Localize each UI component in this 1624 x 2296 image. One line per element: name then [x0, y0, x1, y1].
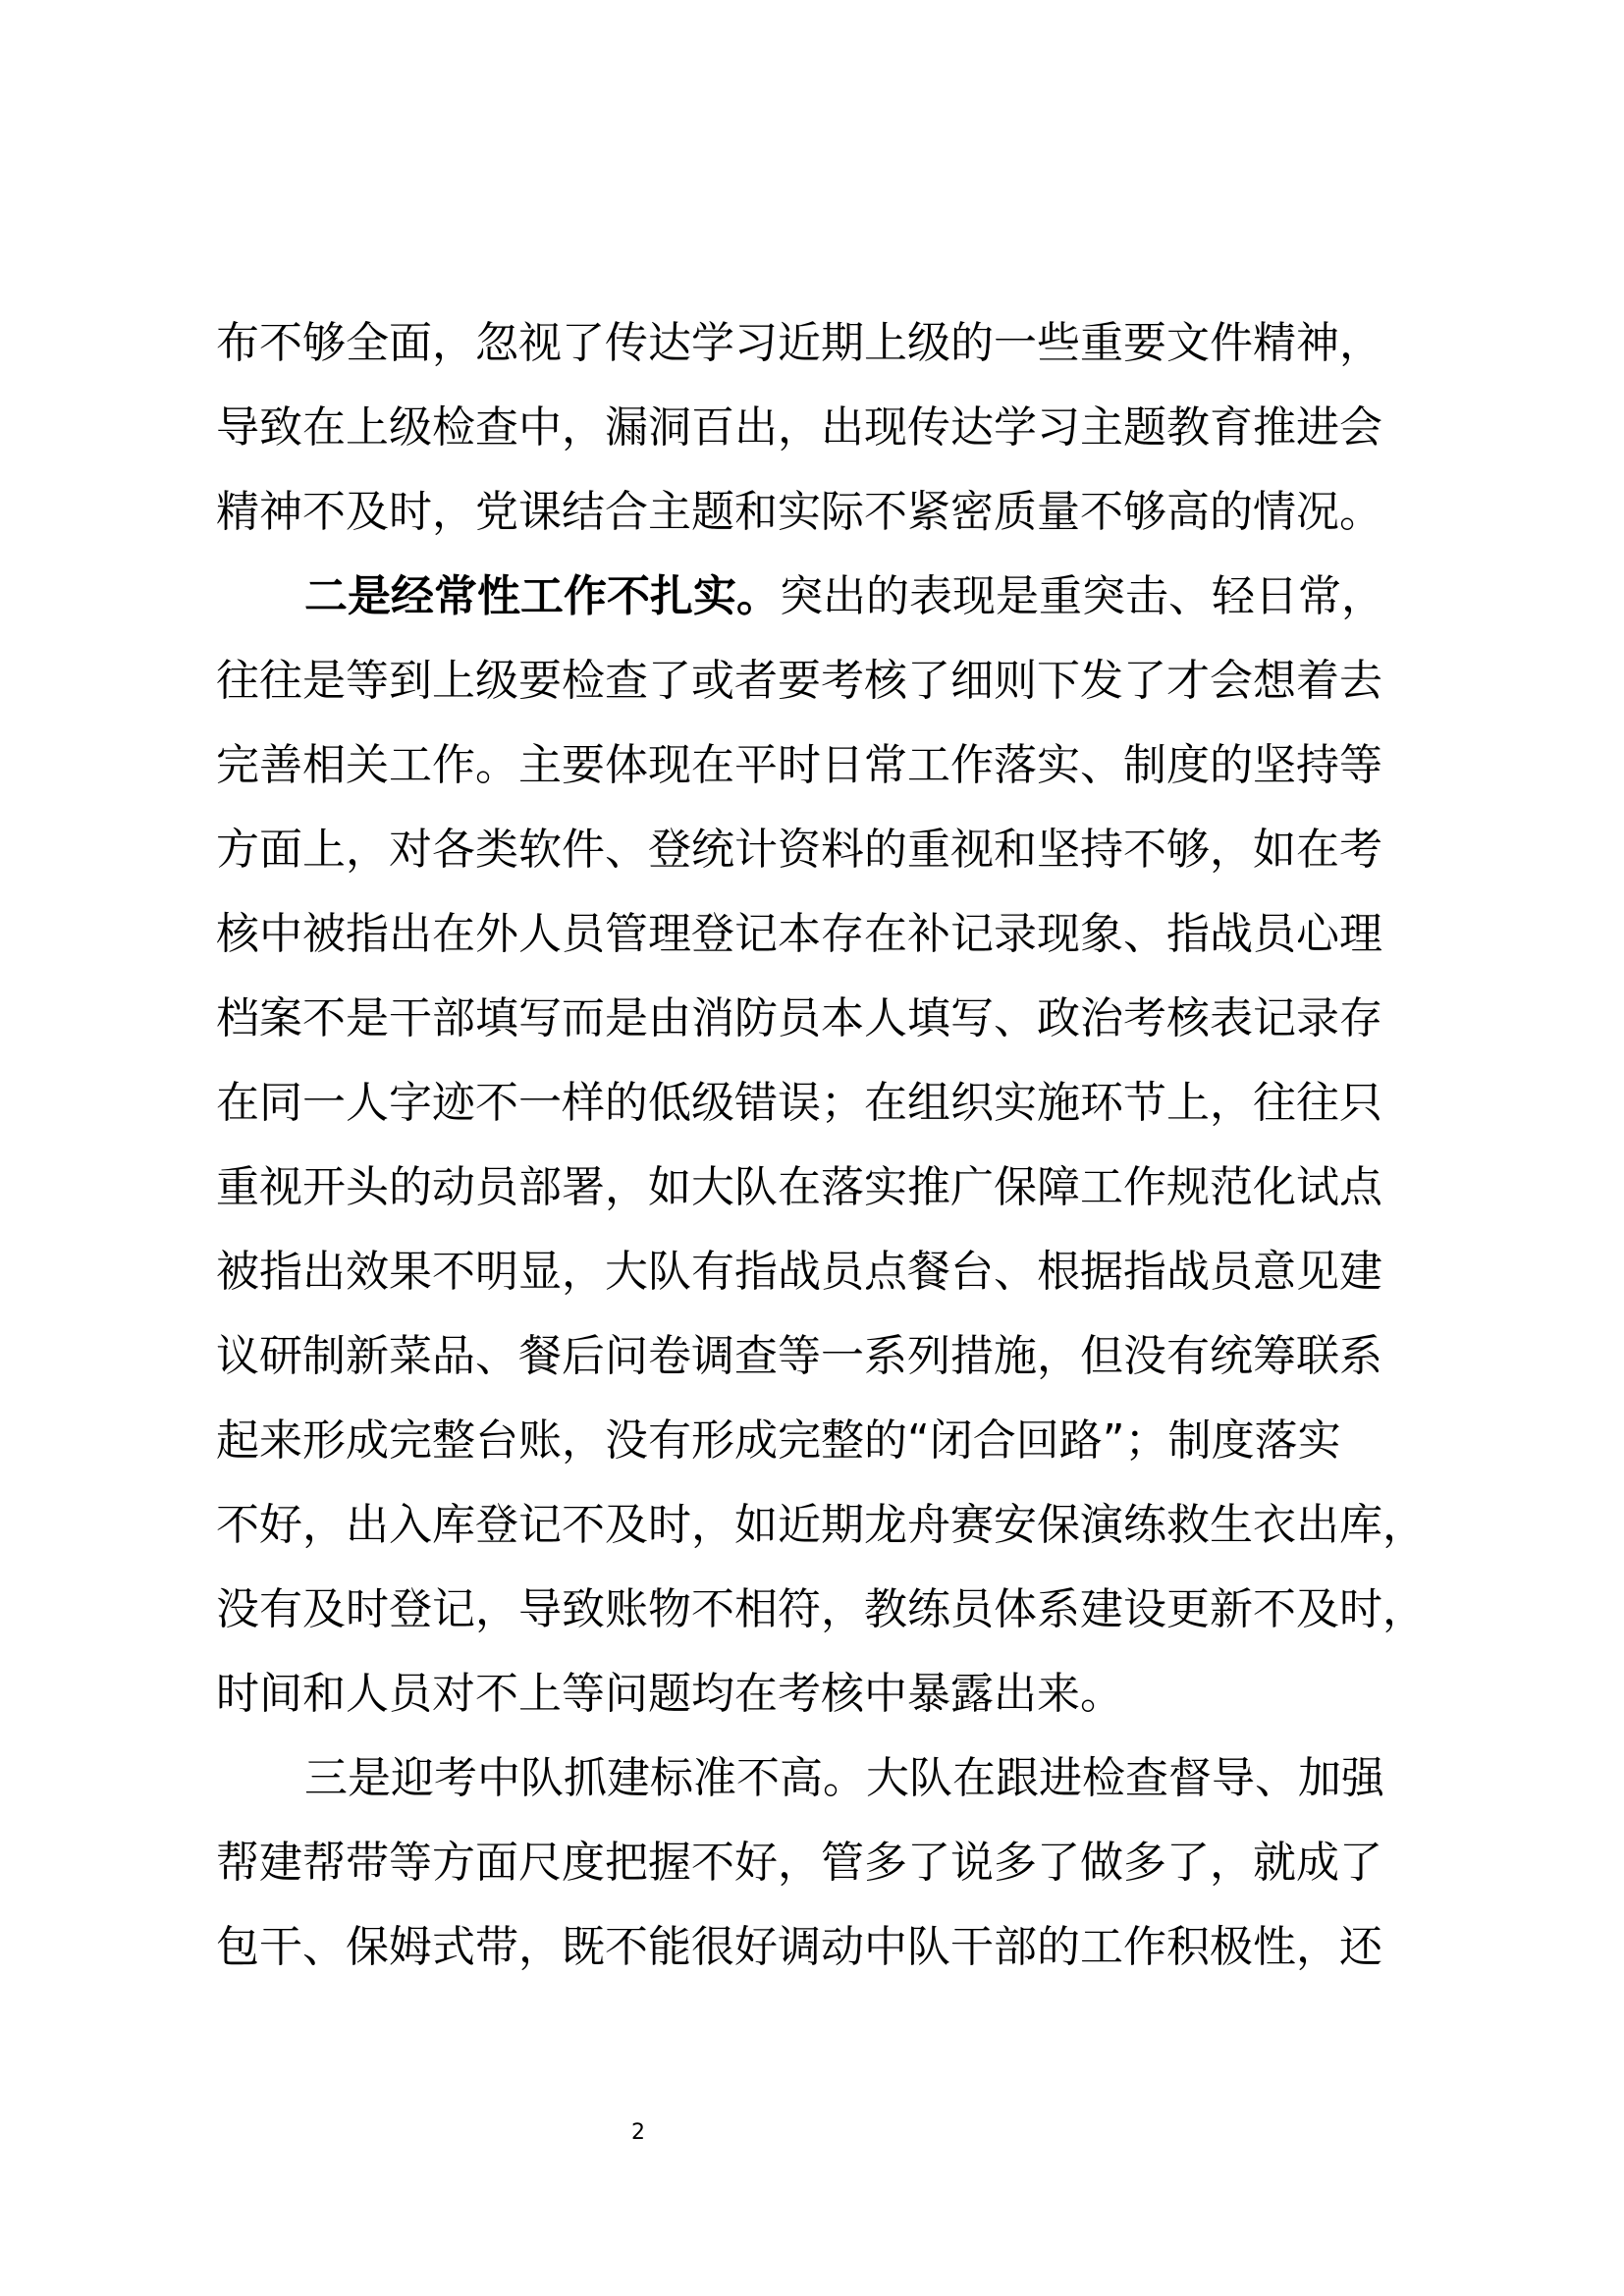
text-line: 时间和人员对不上等问题均在考核中暴露出来。	[216, 1669, 1123, 1719]
text-line: 导致在上级检查中，漏洞百出，出现传达学习主题教育推进会	[216, 402, 1382, 453]
text-line: 帮建帮带等方面尺度把握不好，管多了说多了做多了，就成了	[216, 1838, 1382, 1888]
text-line: 被指出效果不明显，大队有指战员点餐台、根据指战员意见建	[216, 1247, 1382, 1297]
text-line: 重视开头的动员部署，如大队在落实推广保障工作规范化试点	[216, 1162, 1382, 1212]
text-line: 包干、保姆式带，既不能很好调动中队干部的工作积极性，还	[216, 1922, 1382, 1972]
text-line: 完善相关工作。主要体现在平时日常工作落实、制度的坚持等	[216, 740, 1382, 790]
text-line: 起来形成完整台账，没有形成完整的“闭合回路”；制度落实	[216, 1415, 1341, 1466]
text-line: 在同一人字迹不一样的低级错误；在组织实施环节上，往往只	[216, 1078, 1382, 1128]
paragraph-two-first-line	[304, 567, 1532, 626]
text-line: 档案不是干部填写而是由消防员本人填写、政治考核表记录存	[216, 993, 1382, 1043]
text-line: 布不够全面，忽视了传达学习近期上级的一些重要文件精神，	[216, 318, 1382, 368]
text-line: 议研制新菜品、餐后问卷调查等一系列措施，但没有统筹联系	[216, 1331, 1382, 1381]
text-line: 精神不及时，党课结合主题和实际不紧密质量不够高的情况。	[216, 487, 1382, 537]
paragraph-text: 突出的表现是重突击、轻日常，	[780, 571, 1384, 621]
page-number: 2	[631, 2120, 645, 2145]
paragraph-three-first-line: 三是迎考中队抓建标准不高。大队在跟进检查督导、加强	[304, 1753, 1384, 1803]
text-line: 没有及时登记，导致账物不相符，教练员体系建设更新不及时，	[216, 1584, 1426, 1634]
text-line: 核中被指出在外人员管理登记本存在补记录现象、指战员心理	[216, 909, 1382, 959]
text-line: 往往是等到上级要检查了或者要考核了细则下发了才会想着去	[216, 656, 1382, 706]
text-line: 方面上，对各类软件、登统计资料的重视和坚持不够，如在考	[216, 825, 1382, 875]
paragraph-heading: 二是经常性工作不扎实。	[304, 571, 780, 621]
text-line: 不好，出入库登记不及时，如近期龙舟赛安保演练救生衣出库，	[216, 1500, 1426, 1550]
